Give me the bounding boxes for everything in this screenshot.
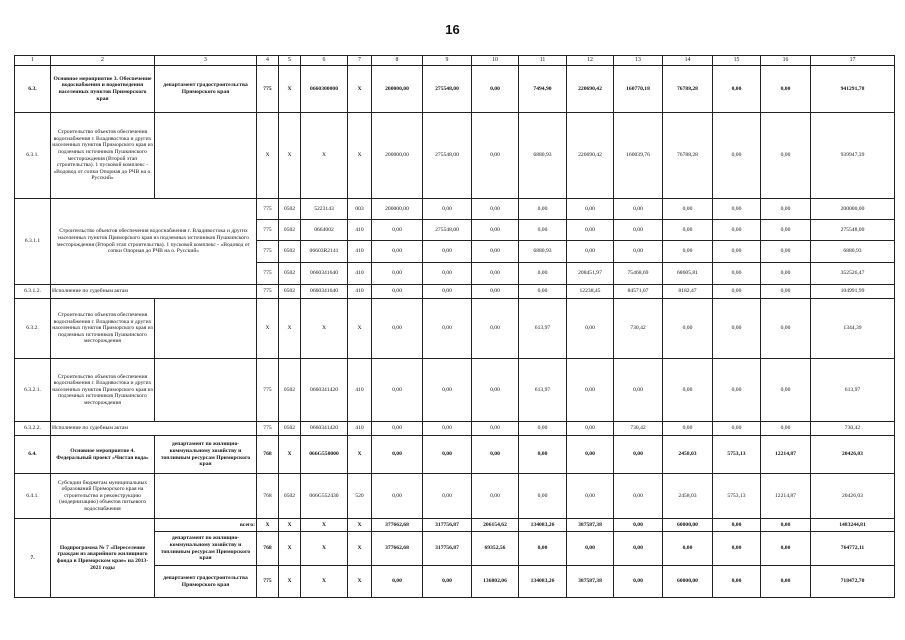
cell: 0660341420 bbox=[301, 422, 348, 436]
cell: X bbox=[257, 299, 279, 359]
cell: 0,00 bbox=[761, 220, 811, 241]
cell: 387587,38 bbox=[567, 519, 614, 532]
cell: 0,00 bbox=[372, 474, 423, 519]
cell: 066G550000 bbox=[301, 436, 348, 474]
cell: 410 bbox=[348, 241, 372, 263]
cell: 0,00 bbox=[614, 241, 663, 263]
row-description: Строительство объектов обеспечения водоснабжения г. Владивостока и других населенных пунктов Приморского края из подземных источников Пушкинского месторождения (Второй этап строительства). 1 пусковой комплекс - «Водовод от сопки Опорная до РЧВ на о. Русский» bbox=[51, 199, 257, 285]
cell: X bbox=[348, 66, 372, 113]
cell: 0,00 bbox=[472, 241, 519, 263]
cell: 76788,28 bbox=[663, 113, 713, 199]
row-executor bbox=[155, 299, 257, 359]
cell: 387587,38 bbox=[567, 566, 614, 598]
cell: 104991,99 bbox=[811, 285, 895, 299]
cell: 0660341640 bbox=[301, 263, 348, 285]
col-header: 3 bbox=[155, 56, 257, 66]
cell: 0,00 bbox=[423, 199, 472, 220]
cell: 520 bbox=[348, 474, 372, 519]
col-header: 8 bbox=[372, 56, 423, 66]
col-header: 15 bbox=[713, 56, 761, 66]
cell: 69352,56 bbox=[472, 532, 519, 566]
row-executor: департамент по жилищно-коммунальному хозяйству и топливным ресурсам Приморского края bbox=[155, 532, 257, 566]
row-number: 6.4.1. bbox=[15, 474, 51, 519]
budget-table bbox=[14, 55, 895, 598]
cell: 0,00 bbox=[472, 299, 519, 359]
cell: 0,00 bbox=[663, 359, 713, 422]
table-row bbox=[15, 285, 895, 299]
table-row bbox=[15, 474, 895, 519]
cell: 0,00 bbox=[472, 285, 519, 299]
page-number: 16 bbox=[445, 22, 460, 37]
cell: 208451,97 bbox=[567, 263, 614, 285]
cell: X bbox=[279, 566, 301, 598]
cell: 410 bbox=[348, 422, 372, 436]
cell: 200000,00 bbox=[372, 66, 423, 113]
cell: 2458,03 bbox=[663, 474, 713, 519]
cell: 0,00 bbox=[472, 422, 519, 436]
cell: 0,00 bbox=[423, 474, 472, 519]
cell: 0,00 bbox=[614, 532, 663, 566]
cell: 0,00 bbox=[519, 263, 567, 285]
cell: 0,00 bbox=[663, 299, 713, 359]
table-row bbox=[15, 113, 895, 199]
cell: 0,00 bbox=[372, 263, 423, 285]
cell: 60000,00 bbox=[663, 519, 713, 532]
cell: 0502 bbox=[279, 474, 301, 519]
cell: 613,97 bbox=[519, 299, 567, 359]
col-header: 6 bbox=[301, 56, 348, 66]
cell: 206154,62 bbox=[472, 519, 519, 532]
cell: 275548,00 bbox=[423, 66, 472, 113]
cell: 0,00 bbox=[372, 220, 423, 241]
cell: X bbox=[348, 519, 372, 532]
col-header: 17 bbox=[811, 56, 895, 66]
cell: 0,00 bbox=[472, 220, 519, 241]
cell: 0,00 bbox=[519, 436, 567, 474]
cell: 0,00 bbox=[567, 199, 614, 220]
cell: 2458,03 bbox=[663, 436, 713, 474]
cell: 0502 bbox=[279, 422, 301, 436]
cell: 220690,42 bbox=[567, 113, 614, 199]
row-number: 6.3.2.1. bbox=[15, 359, 51, 422]
cell: 7494,90 bbox=[519, 66, 567, 113]
cell: 200000,00 bbox=[372, 199, 423, 220]
cell: 6880,93 bbox=[519, 113, 567, 199]
cell: 0,00 bbox=[372, 436, 423, 474]
cell: 0,00 bbox=[614, 474, 663, 519]
cell: 76788,28 bbox=[663, 66, 713, 113]
cell: 775 bbox=[257, 220, 279, 241]
cell: 730,42 bbox=[614, 299, 663, 359]
cell: 0,00 bbox=[713, 199, 761, 220]
table-row bbox=[15, 199, 895, 220]
row-description: Строительство объектов обеспечения водоснабжения г. Владивостока и других населенных пунктов Приморского края из подземных источников Пушкинского месторождения (Второй этап строительства). 1 пусковой комплекс - «Водовод от сопки Опорная до РЧВ на о. Русский» bbox=[51, 113, 155, 199]
cell: 0,00 bbox=[472, 199, 519, 220]
cell: 6880,93 bbox=[519, 241, 567, 263]
col-header: 7 bbox=[348, 56, 372, 66]
cell: 0,00 bbox=[519, 220, 567, 241]
cell: 0,00 bbox=[713, 285, 761, 299]
col-header: 10 bbox=[472, 56, 519, 66]
row-description: Исполнение по судебным актам bbox=[51, 422, 257, 436]
cell: 730,42 bbox=[811, 422, 895, 436]
table-row bbox=[15, 66, 895, 113]
cell: 0,00 bbox=[423, 566, 472, 598]
cell: 0660341420 bbox=[301, 359, 348, 422]
cell: 768 bbox=[257, 436, 279, 474]
cell: 775 bbox=[257, 359, 279, 422]
cell: 0,00 bbox=[423, 263, 472, 285]
cell: 0,00 bbox=[713, 66, 761, 113]
row-executor: департамент градостроительства Приморского края bbox=[155, 566, 257, 598]
row-executor bbox=[155, 474, 257, 519]
cell: 0,00 bbox=[372, 241, 423, 263]
cell: 0,00 bbox=[519, 474, 567, 519]
cell: 0,00 bbox=[519, 199, 567, 220]
cell: 0,00 bbox=[761, 299, 811, 359]
cell: 0,00 bbox=[614, 359, 663, 422]
cell: X bbox=[257, 113, 279, 199]
cell: 12238,45 bbox=[567, 285, 614, 299]
cell: 20426,03 bbox=[811, 474, 895, 519]
cell: 0,00 bbox=[567, 422, 614, 436]
cell: 0,00 bbox=[472, 113, 519, 199]
cell: 0,00 bbox=[761, 359, 811, 422]
row-number: 6.3.2. bbox=[15, 299, 51, 359]
cell: 200000,00 bbox=[811, 199, 895, 220]
cell: 1483244,81 bbox=[811, 519, 895, 532]
cell: 0,00 bbox=[663, 220, 713, 241]
cell: 730,42 bbox=[614, 422, 663, 436]
col-header: 12 bbox=[567, 56, 614, 66]
cell: X bbox=[301, 299, 348, 359]
cell: 0,00 bbox=[713, 532, 761, 566]
cell: 0,00 bbox=[713, 359, 761, 422]
cell: 136802,06 bbox=[472, 566, 519, 598]
cell: 0502 bbox=[279, 199, 301, 220]
cell: 0,00 bbox=[567, 241, 614, 263]
cell: 775 bbox=[257, 285, 279, 299]
cell: 352526,47 bbox=[811, 263, 895, 285]
cell: X bbox=[348, 299, 372, 359]
cell: 0,00 bbox=[713, 263, 761, 285]
cell: X bbox=[301, 113, 348, 199]
cell: 377662,68 bbox=[372, 519, 423, 532]
cell: X bbox=[301, 519, 348, 532]
cell: 20426,03 bbox=[811, 436, 895, 474]
cell: 0,00 bbox=[567, 220, 614, 241]
cell: 775 bbox=[257, 566, 279, 598]
cell: 0,00 bbox=[372, 566, 423, 598]
cell: 410 bbox=[348, 285, 372, 299]
cell: 941291,78 bbox=[811, 66, 895, 113]
cell: 410 bbox=[348, 263, 372, 285]
cell: 0664002 bbox=[301, 220, 348, 241]
row-description: Субсидии бюджетам муниципальных образований Приморского края на строительство и реконструкцию (модернизацию) объектов питьевого водоснабжения bbox=[51, 474, 155, 519]
cell: 0,00 bbox=[423, 436, 472, 474]
cell: 0,00 bbox=[372, 359, 423, 422]
cell: 0,00 bbox=[567, 359, 614, 422]
cell: 5223143 bbox=[301, 199, 348, 220]
row-executor: департамент градостроительства Приморского края bbox=[155, 66, 257, 113]
table-header-row bbox=[15, 56, 895, 66]
row-description: Строительство объектов обеспечения водоснабжения г. Владивостока и других населенных пунктов Приморского края из подземных источников Пушкинского месторождения bbox=[51, 359, 155, 422]
table-row bbox=[15, 519, 895, 532]
col-header: 9 bbox=[423, 56, 472, 66]
row-number: 6.3.2.2. bbox=[15, 422, 51, 436]
cell: 0502 bbox=[279, 241, 301, 263]
cell: 275548,00 bbox=[423, 220, 472, 241]
col-header: 11 bbox=[519, 56, 567, 66]
cell: 775 bbox=[257, 66, 279, 113]
cell: 0,00 bbox=[761, 422, 811, 436]
cell: 84571,07 bbox=[614, 285, 663, 299]
cell: 0,00 bbox=[423, 299, 472, 359]
cell: 12214,87 bbox=[761, 474, 811, 519]
cell: 939947,39 bbox=[811, 113, 895, 199]
cell: X bbox=[257, 519, 279, 532]
table-row bbox=[15, 436, 895, 474]
row-executor: всего: bbox=[155, 519, 257, 532]
cell: 0660341640 bbox=[301, 285, 348, 299]
cell: 0,00 bbox=[713, 566, 761, 598]
row-number: 6.3.1. bbox=[15, 113, 51, 199]
cell: 68605,81 bbox=[663, 263, 713, 285]
cell: 0,00 bbox=[472, 263, 519, 285]
cell: 764772,11 bbox=[811, 532, 895, 566]
cell: 0,00 bbox=[761, 199, 811, 220]
cell: 134083,26 bbox=[519, 566, 567, 598]
row-description: Основное мероприятие 3. Обеспечение водоснабжения и водоотведения населенных пунктов Приморского края bbox=[51, 66, 155, 113]
cell: 0,00 bbox=[614, 519, 663, 532]
cell: X bbox=[301, 532, 348, 566]
cell: 160770,18 bbox=[614, 66, 663, 113]
col-header: 13 bbox=[614, 56, 663, 66]
cell: 0,00 bbox=[614, 436, 663, 474]
cell: 0,00 bbox=[519, 422, 567, 436]
cell: 377662,68 bbox=[372, 532, 423, 566]
cell: 0,00 bbox=[761, 285, 811, 299]
cell: X bbox=[279, 532, 301, 566]
row-number: 7. bbox=[15, 519, 51, 598]
cell: 0,00 bbox=[663, 199, 713, 220]
cell: 003 bbox=[348, 199, 372, 220]
cell: 317756,87 bbox=[423, 519, 472, 532]
cell: 0,00 bbox=[372, 299, 423, 359]
row-number: 6.3.1.2. bbox=[15, 285, 51, 299]
cell: 0660300000 bbox=[301, 66, 348, 113]
cell: 775 bbox=[257, 263, 279, 285]
row-number: 6.3.1.1 bbox=[15, 199, 51, 285]
cell: 0,00 bbox=[423, 285, 472, 299]
cell: 0502 bbox=[279, 285, 301, 299]
cell: 613,97 bbox=[811, 359, 895, 422]
table-row bbox=[15, 299, 895, 359]
cell: 775 bbox=[257, 199, 279, 220]
col-header: 1 bbox=[15, 56, 51, 66]
cell: 0,00 bbox=[567, 436, 614, 474]
cell: 0502 bbox=[279, 359, 301, 422]
cell: 5753,13 bbox=[713, 436, 761, 474]
cell: 0,00 bbox=[614, 566, 663, 598]
cell: 0,00 bbox=[567, 474, 614, 519]
cell: X bbox=[279, 113, 301, 199]
cell: 0,00 bbox=[567, 532, 614, 566]
cell: 220690,42 bbox=[567, 66, 614, 113]
cell: 0,00 bbox=[663, 241, 713, 263]
cell: 200000,00 bbox=[372, 113, 423, 199]
cell: 0,00 bbox=[713, 241, 761, 263]
cell: X bbox=[348, 566, 372, 598]
cell: 317756,87 bbox=[423, 532, 472, 566]
cell: 768 bbox=[257, 532, 279, 566]
table-row bbox=[15, 359, 895, 422]
cell: X bbox=[279, 299, 301, 359]
cell: X bbox=[348, 436, 372, 474]
cell: 0,00 bbox=[713, 113, 761, 199]
cell: 0,00 bbox=[372, 422, 423, 436]
cell: 0,00 bbox=[761, 566, 811, 598]
table-row bbox=[15, 422, 895, 436]
cell: 0,00 bbox=[423, 241, 472, 263]
cell: 0,00 bbox=[472, 436, 519, 474]
cell: 775 bbox=[257, 422, 279, 436]
cell: X bbox=[279, 519, 301, 532]
row-description: Исполнение по судебным актам bbox=[51, 285, 257, 299]
cell: 0,00 bbox=[663, 422, 713, 436]
cell: 0,00 bbox=[372, 285, 423, 299]
row-executor: департамент по жилищно-коммунальному хозяйству и топливным ресурсам Приморского края bbox=[155, 436, 257, 474]
cell: 0,00 bbox=[423, 422, 472, 436]
col-header: 16 bbox=[761, 56, 811, 66]
cell: 275548,00 bbox=[811, 220, 895, 241]
row-description: Строительство объектов обеспечения водоснабжения г. Владивостока и других населенных пунктов Приморского края из подземных источников Пушкинского месторождения bbox=[51, 299, 155, 359]
cell: 066G552430 bbox=[301, 474, 348, 519]
cell: 160039,76 bbox=[614, 113, 663, 199]
cell: 410 bbox=[348, 359, 372, 422]
cell: 75468,69 bbox=[614, 263, 663, 285]
col-header: 14 bbox=[663, 56, 713, 66]
cell: 0,00 bbox=[761, 532, 811, 566]
cell: 5753,13 bbox=[713, 474, 761, 519]
row-number: 6.3. bbox=[15, 66, 51, 113]
cell: 718472,70 bbox=[811, 566, 895, 598]
cell: 0,00 bbox=[761, 519, 811, 532]
cell: X bbox=[348, 532, 372, 566]
col-header: 4 bbox=[257, 56, 279, 66]
cell: X bbox=[301, 566, 348, 598]
cell: 1344,39 bbox=[811, 299, 895, 359]
cell: 0,00 bbox=[472, 359, 519, 422]
cell: 410 bbox=[348, 220, 372, 241]
row-number: 6.4. bbox=[15, 436, 51, 474]
col-header: 5 bbox=[279, 56, 301, 66]
cell: 06603R2141 bbox=[301, 241, 348, 263]
cell: X bbox=[348, 113, 372, 199]
row-executor bbox=[155, 113, 257, 199]
col-header: 2 bbox=[51, 56, 155, 66]
cell: 613,97 bbox=[519, 359, 567, 422]
cell: X bbox=[279, 436, 301, 474]
cell: 0,00 bbox=[713, 299, 761, 359]
cell: 775 bbox=[257, 241, 279, 263]
cell: 768 bbox=[257, 474, 279, 519]
cell: 0,00 bbox=[713, 220, 761, 241]
cell: 0,00 bbox=[614, 199, 663, 220]
cell: 0,00 bbox=[713, 519, 761, 532]
cell: 0502 bbox=[279, 263, 301, 285]
cell: 0502 bbox=[279, 220, 301, 241]
row-description: Подпрограмма № 7 «Переселение граждан из аварийного жилищного фонда в Приморском крае» на 2013-2021 годы bbox=[51, 519, 155, 598]
row-description: Основное мероприятие 4. Федеральный проект «Чистая вода» bbox=[51, 436, 155, 474]
cell: 0,00 bbox=[423, 359, 472, 422]
cell: 0,00 bbox=[761, 66, 811, 113]
cell: 0,00 bbox=[713, 422, 761, 436]
cell: 60000,00 bbox=[663, 566, 713, 598]
cell: 275548,00 bbox=[423, 113, 472, 199]
cell: 0,00 bbox=[761, 263, 811, 285]
cell: 6880,93 bbox=[811, 241, 895, 263]
cell: 0,00 bbox=[663, 532, 713, 566]
cell: 12214,87 bbox=[761, 436, 811, 474]
cell: X bbox=[279, 66, 301, 113]
row-executor bbox=[155, 359, 257, 422]
cell: 0,00 bbox=[519, 285, 567, 299]
cell: 0,00 bbox=[761, 113, 811, 199]
cell: 0,00 bbox=[472, 66, 519, 113]
cell: 0,00 bbox=[472, 474, 519, 519]
cell: 0,00 bbox=[567, 299, 614, 359]
cell: 0,00 bbox=[614, 220, 663, 241]
cell: 0,00 bbox=[519, 532, 567, 566]
cell: 134083,26 bbox=[519, 519, 567, 532]
cell: 8182,47 bbox=[663, 285, 713, 299]
cell: 0,00 bbox=[761, 241, 811, 263]
